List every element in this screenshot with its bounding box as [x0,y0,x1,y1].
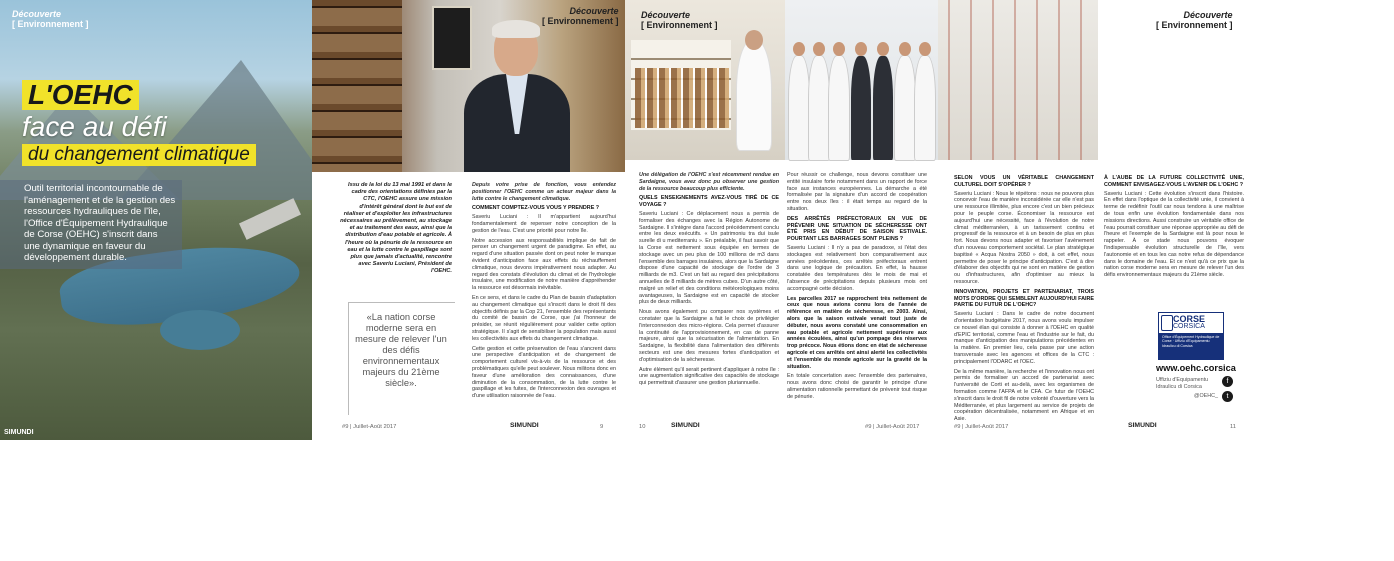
brand-name: SIMUNDI [510,422,539,429]
title-line-1: L'OEHC [22,80,139,110]
page-9 [312,0,625,440]
logo-brand: CORSE [1173,314,1206,324]
intro-paragraph: Outil territorial incontournable de l'aménagement et de la gestion des ressources hydrauliques de l'île, l'Office d'Équipement Hydraulique de Corse (OEHC) s'inscrit dans une dynamique en faveur du développement durable. [0,180,182,269]
answer-paragraph: Nous avons également pu comparer nos systèmes et constater que la Sardaigne a fait le choix de privilégier l'interconnexion des micro-régions. Cela permet d'assurer la continuité de l'approvisionnement, en cas de panne majeure, ainsi que la sécurisation de l'alimentation. En Sardaigne, la flexibilité dans l'alimentation des différents secteurs est une des mesures fortes d'anticipation et d'optimisation de la sécheresse. [639,309,779,363]
facebook-icon[interactable]: f [1222,376,1233,387]
section-bracket: [ Environnement ] [641,20,718,30]
answer-paragraph: Saveriu Luciani : Nous le répétons : nous ne pouvons plus concevoir l'eau de manière inconsidérée car elle n'est pas une ressource illimitée, plus encore c'est un bien précieux pour le peuple corse. Économiser la ressource est aujourd'hui une nécessité, face à l'évolution de notre climat méditerranéen, à un tarissement continu et progressif de la ressource et à un besoin de plus en plus fort. Nous devons nous adapter et favoriser l'avènement d'un nouveau comportement sociétal. Le plan stratégique bapitisé « Acqua Nostra 2050 » doit, à cet effet, nous permettre de poser le principe d'anticipation. C'est à dire d'élaborer des objectifs qui ne sont en matière de gestion ou d'infrastructures, afin d'optimiser au mieux la ressource. [954,190,1094,285]
section-bracket: [ Environnement ] [1156,20,1233,30]
answer-paragraph: Saveriu Luciani : Dans le cadre de notre document d'orientation budgétaire 2017, nous avons voulu impulser ce nouvel élan qui consiste à donner à l'OEHC en qualité d'EPIC territorial, comme l'eau et l'industrie sur le fait, du manque d'anticipation des manipulations précédentes en la matière. En premier lieu, cela passe par une action transversale avec les agences et offices de la CTC : principalement l'ODARC et l'OEC. [954,311,1094,365]
answer-paragraph: Pour réussir ce challenge, nous devons constituer une entité insulaire forte notamment dans un rapport de force face aux instances européennes. La démarche a été formalisée par la signature d'un accord de coopération entre nos deux îles : il était temps au regard de la situation. [787,172,927,212]
question-intro: Depuis votre prise de fonction, vous entendez positionner l'OEHC comme un acteur majeur dans la lutte contre le changement climatique. [472,182,616,202]
team-photo [785,0,938,160]
logo-sub: CORSICA [1173,323,1205,330]
brand-name: SIMUNDI [4,429,34,436]
answer-paragraph: En ce sens, et dans le cadre du Plan de bassin d'adaptation au changement climatique qui s'inscrit dans le droit fil des objectifs définis par la Cop 21, l'ensemble des représentants du comité de bassin de Corse, que j'ai l'honneur de présider, se réunit régulièrement pour valider cette option stratégique. Il s'agit de sensibiliser la population mais aussi les collectivités aux effets du changement climatique. [472,294,616,342]
question-heading: SELON VOUS UN VÉRITABLE CHANGEMENT CULTUREL DOIT S'OPÉRER ? [954,175,1094,188]
title-line-3: du changement climatique [22,144,256,166]
question-intro: Une délégation de l'OEHC s'est récemment rendue en Sardaigne, vous avez donc pu observer une gestion de la ressource beaucoup plus efficiente. [639,172,779,192]
page-left-cover [0,0,312,440]
twitter-icon[interactable]: t [1222,391,1233,402]
contact-info [1156,377,1226,391]
question-heading: QUELS ENSEIGNEMENTS AVEZ-VOUS TIRÉ DE CE VOYAGE ? [639,195,779,209]
column-interview-2 [639,172,779,387]
section-tag [12,9,89,29]
website-link[interactable]: www.oehc.corsica [1156,363,1236,373]
page-number: 11 [1230,424,1237,430]
folio-date: #9 | Juillet-Août 2017 [954,424,1009,430]
brand-logo [4,429,34,436]
folio-date: #9 | Juillet-Août 2017 [342,424,397,430]
person-portrait [462,20,572,172]
question-heading: COMMENT COMPTEZ-VOUS VOUS Y PRENDRE ? [472,205,600,212]
column-interview-1 [472,182,616,400]
section-label: Découverte [569,6,619,16]
section-tag [542,6,619,26]
answer-paragraph: Cette gestion et cette préservation de l'eau s'ancrent dans une perspective d'anticipation et de changement de comportement culturel vis-à-vis de la ressource et des problématiques qu'elle peut soulever. Nous militons donc en faveur d'une amélioration des connaissances, d'une diminution de la consommation, de la lutte contre le gaspillage et les fuites, de l'interconnexion des ouvrages et d'une utilisation raisonnée de l'eau. [472,345,616,400]
answer-paragraph: Les parcelles 2017 se rapprochent très nettement de ceux que nous avions connu lors de l'année de référence en matière de sécheresse, en 2003. Ainsi, alors que la saison estivale venait tout juste de débuter, nous avons constaté une consommation en eau potable et agricole nettement supérieure aux années écoulées, ainsi qu'un pompage des réserves trop précoce. Nous étions donc en état de sécheresse agricole et ces arrêtés ont ainsi alerté les collectivités et l'ensemble du monde agricole sur la gravité de la situation. [787,295,927,370]
dam [239,198,301,240]
lab-bottles-photo [938,0,1098,160]
question-heading: À L'AUBE DE LA FUTURE COLLECTIVITÉ UNIE, COMMENT ENVISAGEZ-VOUS L'AVENIR DE L'OEHC ? [1104,175,1244,188]
section-bracket: [ Environnement ] [12,19,89,29]
answer-paragraph: De la même manière, la recherche et l'innovation nous ont permis de formaliser un accord de partenariat avec l'université de Corti et au-delà, avec les organismes de formation comme l'AFPA et le CFA. Ce futur de l'OEHC s'inscrit dans le droit fil de notre volonté d'ouverture vers la Méditerranée, et plus largement au service de projets de coopération décentralisée, notamment en Afrique et en Asie. [954,368,1094,423]
social-handle: @OEHC_ [1194,393,1219,399]
logo-description: Office d'Équipement Hydraulique de Corse · Uffiziu d'Equipamentu Idraulicu di Corsica [1162,335,1220,348]
bookshelf [312,0,402,172]
section-tag [641,10,718,30]
contact-line: Idraulicu di Corsica [1156,384,1202,390]
section-bracket: [ Environnement ] [542,16,619,26]
pull-quote: «La nation corse moderne sera en mesure de relever l'un des défis environnementaux majeurs du 21ème siècle». [355,312,447,388]
answer-paragraph: Saveriu Luciani : Il n'y a pas de paradoxe, si l'état des stockages est relativement bon comparativement aux années précédentes, ces arrêtés préfectoraux entrent dans une logique de précaution. En effet, la hausse constatée des températures dès le mois de mai et l'absence de précipitations depuis plusieurs mois ont accompagné cette décision. [787,244,927,292]
moor-head-icon [1161,315,1173,331]
brand-name: SIMUNDI [671,422,700,429]
team-group [785,30,938,160]
contact-line: Uffiziu d'Equipamentu [1156,377,1209,383]
column-interview-5 [1104,172,1244,279]
article-title [22,80,292,166]
column-interview-3 [787,172,927,401]
title-line-2: face au défi [22,111,167,142]
page-10 [625,0,938,440]
answer-paragraph: Saveriu Luciani : Il m'appartient aujourd'hui fondamentalement de repenser notre conception de la gestion de l'eau. C'est une priorité pour notre île. [472,214,616,234]
collectivite-corse-logo [1158,312,1224,360]
article-lede: Issu de la loi du 13 mai 1991 et dans le cadre des orientations définies par la CTC, l'OEHC assure une mission d'intérêt général dont le but est de réaliser et d'exploiter les infrastructures nécessaires au prélèvement, au stockage et au traitement des eaux, ainsi que la distribution d'eau potable et agricole. À l'heure où la pénurie de la ressource en eau et la lutte contre le gaspillage sont plus que jamais d'actualité, rencontre avec Saveriu Luciani, Président de l'OEHC. [340,182,452,275]
answer-paragraph: Notre accession aux responsabilités implique de fait de penser un changement urgent de paradigme. En effet, au regard d'une situation passée dont on peut noter le manque évident d'anticipation face aux effets du réchauffement climatique, nous devons impérativement nous adapter. Au regard des constats d'évolution du climat et de l'hydrologie insulaire, une modification de notre manière d'appréhender la ressource est désormais inévitable. [472,237,616,292]
answer-paragraph: En totale concertation avec l'ensemble des partenaires, nous avons donc choisi de garantir le principe d'une alimentation rationnelle permettant de prévenir tout risque de pénurie. [787,373,927,400]
brand-name: SIMUNDI [1128,422,1157,429]
answer-paragraph: Saveriu Luciani : Ce déplacement nous a permis de formaliser des échanges avec la Région Autonome de Sardaigne. Il s'intègre dans l'accord précédemment conclu entre les deux exécutifs. « Un patrimoniu tra dui isule surelle di u mediterraniu ». En préalable, il faut savoir que la Corse est nettement sous équipée en termes de stockage avec un peu plus de 100 millions de m3 dans l'ensemble des barrages insulaires, alors que la Sardaigne dispose d'une capacité de stockage de l'ordre de 3 milliards de m3. C'est un fait au regard des précipitations annuelles de 8 milliards de mètres cubes. D'un autre côté, malgré un relief et des conditions météorologiques moins avantageuses, la Sardaigne est en capacité de stocker plus de deux milliards. [639,210,779,306]
section-label: Découverte [641,10,691,20]
page-number: 9 [600,424,604,430]
question-heading: DES ARRÊTÉS PRÉFECTORAUX EN VUE DE PRÉVENIR UNE SITUATION DE SÉCHERESSE ONT ÉTÉ PRIS EN DÉBUT DE SAISON ESTIVALE. POURTANT LES BARRAGES SONT PLEINS ? [787,215,927,243]
folio-date: #9 | Juillet-Août 2017 [865,424,920,430]
page-11 [938,0,1250,440]
question-heading: INNOVATION, PROJETS ET PARTENARIAT, TROIS MOTS D'ORDRE QUI SEMBLENT AUJOURD'HUI FAIRE PARTIE DU FUTUR DE L'OEHC? [954,288,1094,309]
column-interview-4 [954,172,1094,423]
section-label: Découverte [12,9,62,19]
answer-paragraph: Autre élément qu'il serait pertinent d'appliquer à notre île : une augmentation significative des capacités de stockage qui permettrait d'assurer une gestion pluriannuelle. [639,366,779,387]
page-number: 10 [639,424,646,430]
section-label: Découverte [1183,10,1233,20]
answer-paragraph: Saveriu Luciani : Cette évolution s'inscrit dans l'histoire. En effet dans l'optique de la collectivité unie, il convient à terme de redéfinir l'outil car nous tendons à une maîtrise de tous enfin une évolution fondamentale dans nos missions directions. Aussi construire un véritable office de l'eau pourrait constituer une réponse appropriée au défi de l'heure et l'exemple de la Sardaigne est là pour nous le rappeler. À ce stade nous pouvons évoquer l'indispensable évolution structurelle de l'île, vers l'autonomie et en tous les cas notre refus de dépendance dans le domaine de l'eau. Et ce n'est qu'à ce prix que la nation corse moderne sera en mesure de relever l'un des défis environnementaux majeurs du 21ème siècle. [1104,190,1244,279]
section-tag [1156,10,1233,30]
